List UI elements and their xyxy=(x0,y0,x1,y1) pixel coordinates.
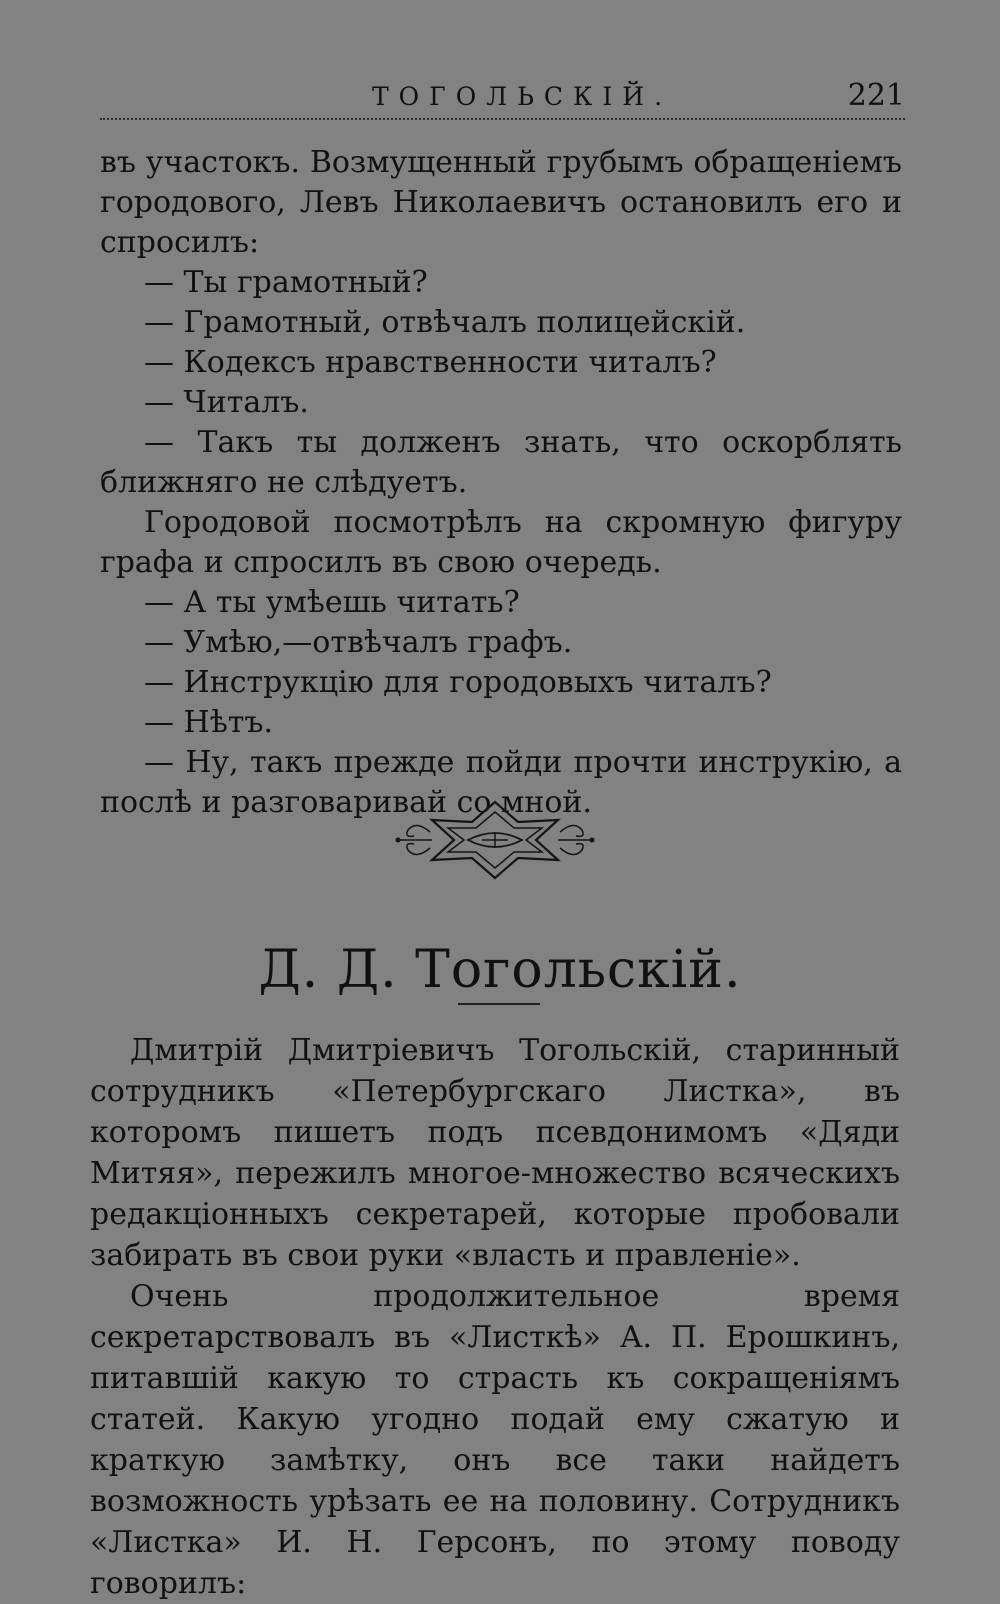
paragraph: — А ты умѣешь читать? xyxy=(144,585,520,620)
paragraph: Очень продолжительное время секретарствовалъ въ «Листкѣ» А. П. Ерошкинъ, питавшій какую то страсть къ сокращеніямъ статей. Какую угодно подай ему сжатую и краткую замѣтку, онъ все таки найдетъ возможность урѣзать ее на половину. Сотрудникъ «Листка» И. Н. Герсонъ, по этому поводу говорилъ: xyxy=(90,1279,900,1601)
running-head xyxy=(100,78,905,120)
paragraph: — Ты грамотный? xyxy=(144,265,428,300)
paragraph: — Ну, такъ прежде пойди прочти инструкію, а послѣ и разговаривай со мной. xyxy=(100,745,902,820)
paragraph: — Такъ ты долженъ знать, что оскорблять ближняго не слѣдуетъ. xyxy=(100,425,902,500)
paragraph: — Нѣтъ. xyxy=(144,705,274,740)
paragraph: Дмитрій Дмитріевичъ Тогольскій, старинный сотрудникъ «Петербургскаго Листка», въ которомъ пишетъ подъ псевдонимомъ «Дяди Митяя», пережилъ многое-множество всяческихъ редакціонныхъ секретарей, которые пробовали забирать въ свои руки «власть и правленіе». xyxy=(90,1033,900,1273)
paragraph: — Кодексъ нравственности читалъ? xyxy=(144,345,717,380)
paragraph: — Инструкцію для городовыхъ читалъ? xyxy=(144,665,772,700)
star-flourish-ornament-icon xyxy=(390,798,600,882)
paragraph: — Читалъ. xyxy=(144,385,309,420)
dotted-rule xyxy=(100,118,905,120)
section-title: Д. Д. Тогольскій. xyxy=(258,940,742,1000)
dialogue-text xyxy=(100,143,902,823)
running-title: ТОГОЛЬСКІЙ. xyxy=(372,82,673,111)
paragraph: въ участокъ. Возмущенный грубымъ обращеніемъ городового, Левъ Николаевичъ остановилъ его и спросилъ: xyxy=(100,145,902,260)
paragraph: Городовой посмотрѣлъ на скромную фигуру графа и спросилъ въ свою очередь. xyxy=(100,505,902,580)
paragraph: — Умѣю,—отвѣчалъ графъ. xyxy=(144,625,573,660)
page-number: 221 xyxy=(847,78,905,113)
paragraph: — Грамотный, отвѣчалъ полицейскій. xyxy=(144,305,746,340)
title-rule xyxy=(458,1003,540,1005)
biography-text xyxy=(90,1030,900,1604)
